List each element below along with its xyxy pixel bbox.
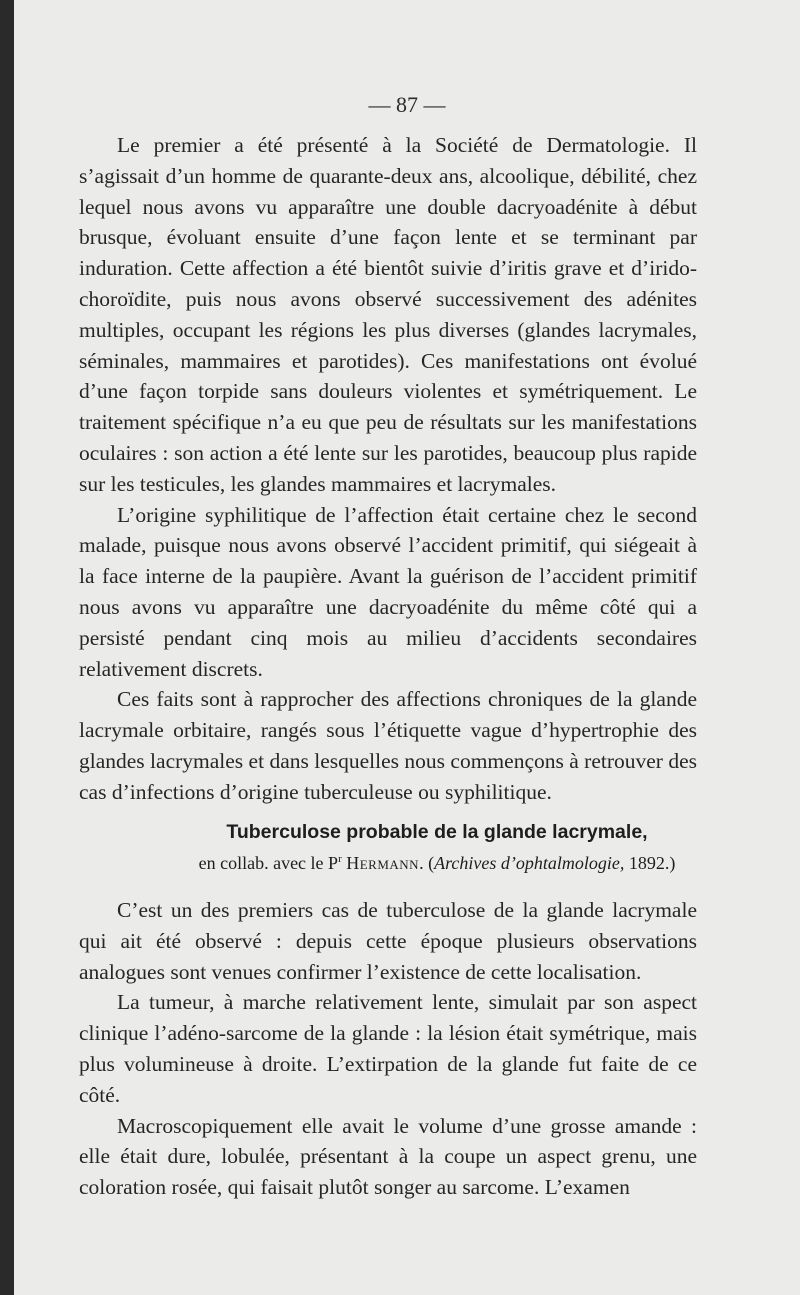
paragraph: Le premier a été présenté à la Société de Dermatologie. Il s’agissait d’un homme de quarante-deux ans, alcoolique, débilité, chez lequel nous avons vu apparaître une double dacryoadénite à début brusque, évoluant ensuite d’une façon lente et se terminant par induration. Cette affection a été bientôt suivie d’iritis grave et d’irido-choroïdite, puis nous avons observé successivement des adénites multiples, occupant les régions les plus diverses (glandes lacrymales, séminales, mammaires et parotides). Ces manifestations ont évolué d’une façon torpide sans douleurs violentes et symétriquement. Le traitement spécifique n’a eu que peu de résultats sur les manifestations oculaires : son action a été lente sur les parotides, beaucoup plus rapide sur les testicules, les glandes mammaires et lacrymales.: [79, 133, 697, 496]
section-title: Tuberculose probable de la glande lacrymale,: [226, 821, 648, 843]
paragraph: Ces faits sont à rapprocher des affections chroniques de la glande lacrymale orbitaire, rangés sous l’étiquette vague d’hypertrophie des glandes lacrymales et dans lesquelles nous commençons à retrouver des cas d’infections d’origine tuberculeuse ou syphilitique.: [79, 687, 697, 804]
body-text-bottom: [79, 895, 697, 1203]
author-name: Hermann: [346, 853, 420, 873]
section-heading: [14, 818, 800, 876]
title-abbr-sup: r: [338, 853, 342, 865]
page-number: — 87 —: [368, 92, 446, 117]
subtitle-prefix: en collab. avec le: [198, 853, 329, 873]
journal-name: Archives d’ophtalmologie,: [434, 853, 625, 873]
paragraph: Macroscopiquement elle avait le volume d’une grosse amande : elle était dure, lobulée, présentant à la coupe un aspect grenu, une coloration rosée, qui faisait plutôt songer au sarcome. L’examen: [79, 1113, 697, 1200]
paragraph: La tumeur, à marche relativement lente, simulait par son aspect clinique l’adéno-sarcome de la glande : la lésion était symétrique, mais plus volumineuse à droite. L’extirpation de la glande fut faite de ce côté.: [79, 990, 697, 1107]
title-abbr: P: [328, 853, 339, 873]
subtitle-mid: . (: [419, 853, 435, 873]
body-text-top: [79, 130, 697, 808]
document-page: [14, 0, 800, 1295]
publication-year: 1892.): [624, 853, 676, 873]
section-subtitle: [74, 846, 800, 876]
paragraph: L’origine syphilitique de l’affection était certaine chez le second malade, puisque nous avons observé l’accident primitif, qui siégeait à la face interne de la paupière. Avant la guérison de l’accident primitif nous avons vu apparaître une dacryoadénite du même côté qui a persisté pendant cinq mois au milieu d’accidents secondaires relativement discrets.: [79, 502, 697, 681]
paragraph: C’est un des premiers cas de tuberculose de la glande lacrymale qui ait été observé : depuis cette époque plusieurs observations analogues sont venues confirmer l’existence de cette localisation.: [79, 898, 697, 984]
